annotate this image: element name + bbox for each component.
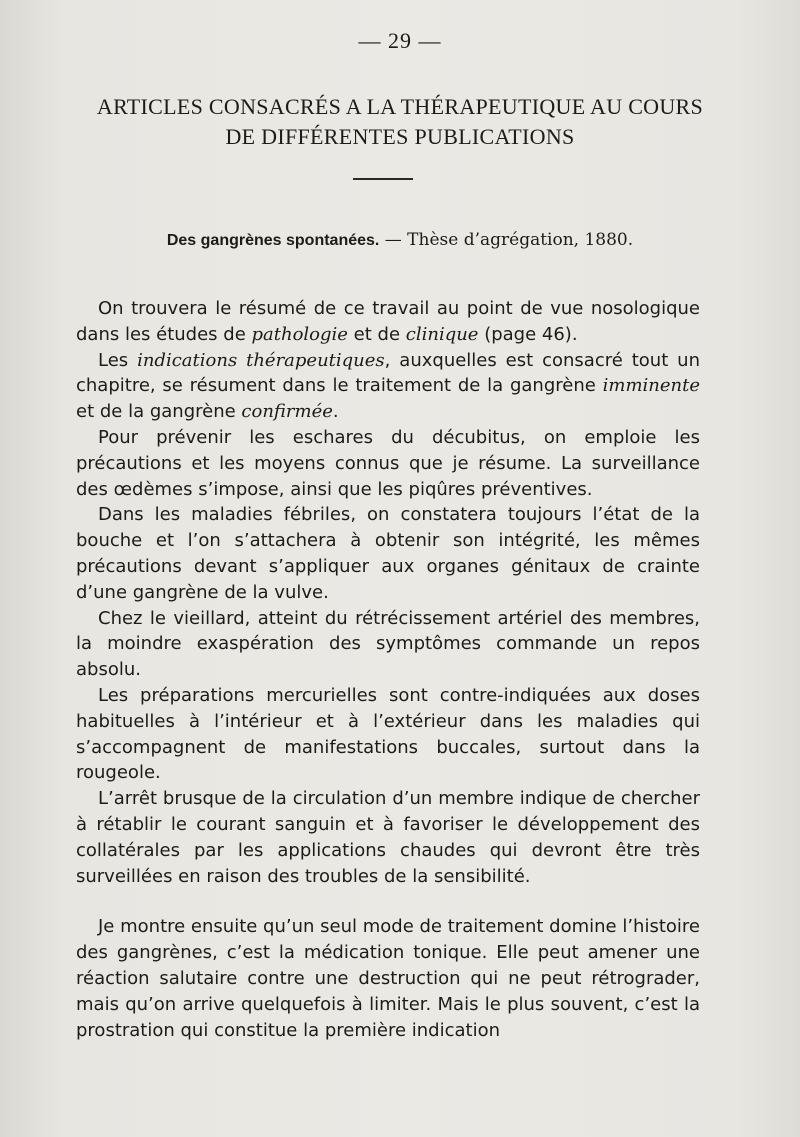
paragraph-8: Je montre ensuite qu’un seul mode de traitement domine l’histoire des gangrènes, c’est la médication tonique. Elle peut amener une réaction salutaire contre une destruction qui ne peut rétrograder, mais qu’on arrive quelquefois à limiter. Mais le plus souvent, c’est la prostration qui constitue la première indication [76,916,700,1041]
paragraph-2-text-e: et de la gangrène [76,401,242,423]
section-heading [60,92,740,152]
paragraph-2-text-a: Les [98,349,138,371]
page-number: — 29 — [358,28,442,53]
paragraph-2-italic-indications: indications thérapeutiques [137,349,385,371]
paragraph-1-text-c: et de [347,323,406,345]
paragraph-5: Chez le vieillard, atteint du rétrécissement artériel des membres, la moindre exaspération des symptômes commande un repos absolu. [76,607,700,681]
paragraph-7: L’arrêt brusque de la circulation d’un membre indique de chercher à rétablir le courant sanguin et à favoriser le développement des collatérales par les applications chaudes qui devront être très surveillées en raison des troubles de la sensibilité. [76,788,700,887]
paragraph-2-text-c: , auxquelles est consacré tout un chapitre, se résument dans le traitement de la gangrène [76,349,700,397]
heading-divider [353,178,413,180]
paragraph-1-text-a: On trouvera le résumé de ce travail au point de vue nosologique dans les études de [76,298,700,345]
body-text [76,296,700,1043]
section-heading-line-2: DE DIFFÉRENTES PUBLICATIONS [225,124,575,149]
paragraph-2-italic-confirmee: confirmée [241,401,333,423]
paragraph-3: Pour prévenir les eschares du décubitus, on emploie les précautions et les moyens connus que je résume. La surveillance des œdèmes s’impose, ainsi que les piqûres préventives. [76,426,700,500]
section-heading-line-1: ARTICLES CONSACRÉS A LA THÉRAPEUTIQUE AU COURS [96,94,704,119]
article-title-rest: — Thèse d’agrégation, 1880. [379,230,634,250]
paragraph-1-italic-clinique: clinique [405,323,479,345]
paragraph-2 [76,348,700,425]
article-title-bold: Des gangrènes spontanées. [166,232,380,249]
paragraph-4: Dans les maladies fébriles, on constatera toujours l’état de la bouche et l’on s’attachera à obtenir son intégrité, les mêmes précautions devant s’appliquer aux organes génitaux de crainte d’une gangrène de la vulve. [76,504,700,603]
article-title [60,230,740,250]
paragraph-1-text-e: (page 46). [478,323,578,345]
paragraph-1-italic-pathologie: pathologie [251,323,348,345]
paragraph-6: Les préparations mercurielles sont contre-indiquées aux doses habituelles à l’intérieur et à l’extérieur dans les maladies qui s’accompagnent de manifestations buccales, surtout dans la rougeole. [76,684,700,784]
paragraph-2-text-g: . [332,401,339,423]
paragraph-2-italic-imminente: imminente [602,375,700,397]
paragraph-1 [76,296,700,348]
